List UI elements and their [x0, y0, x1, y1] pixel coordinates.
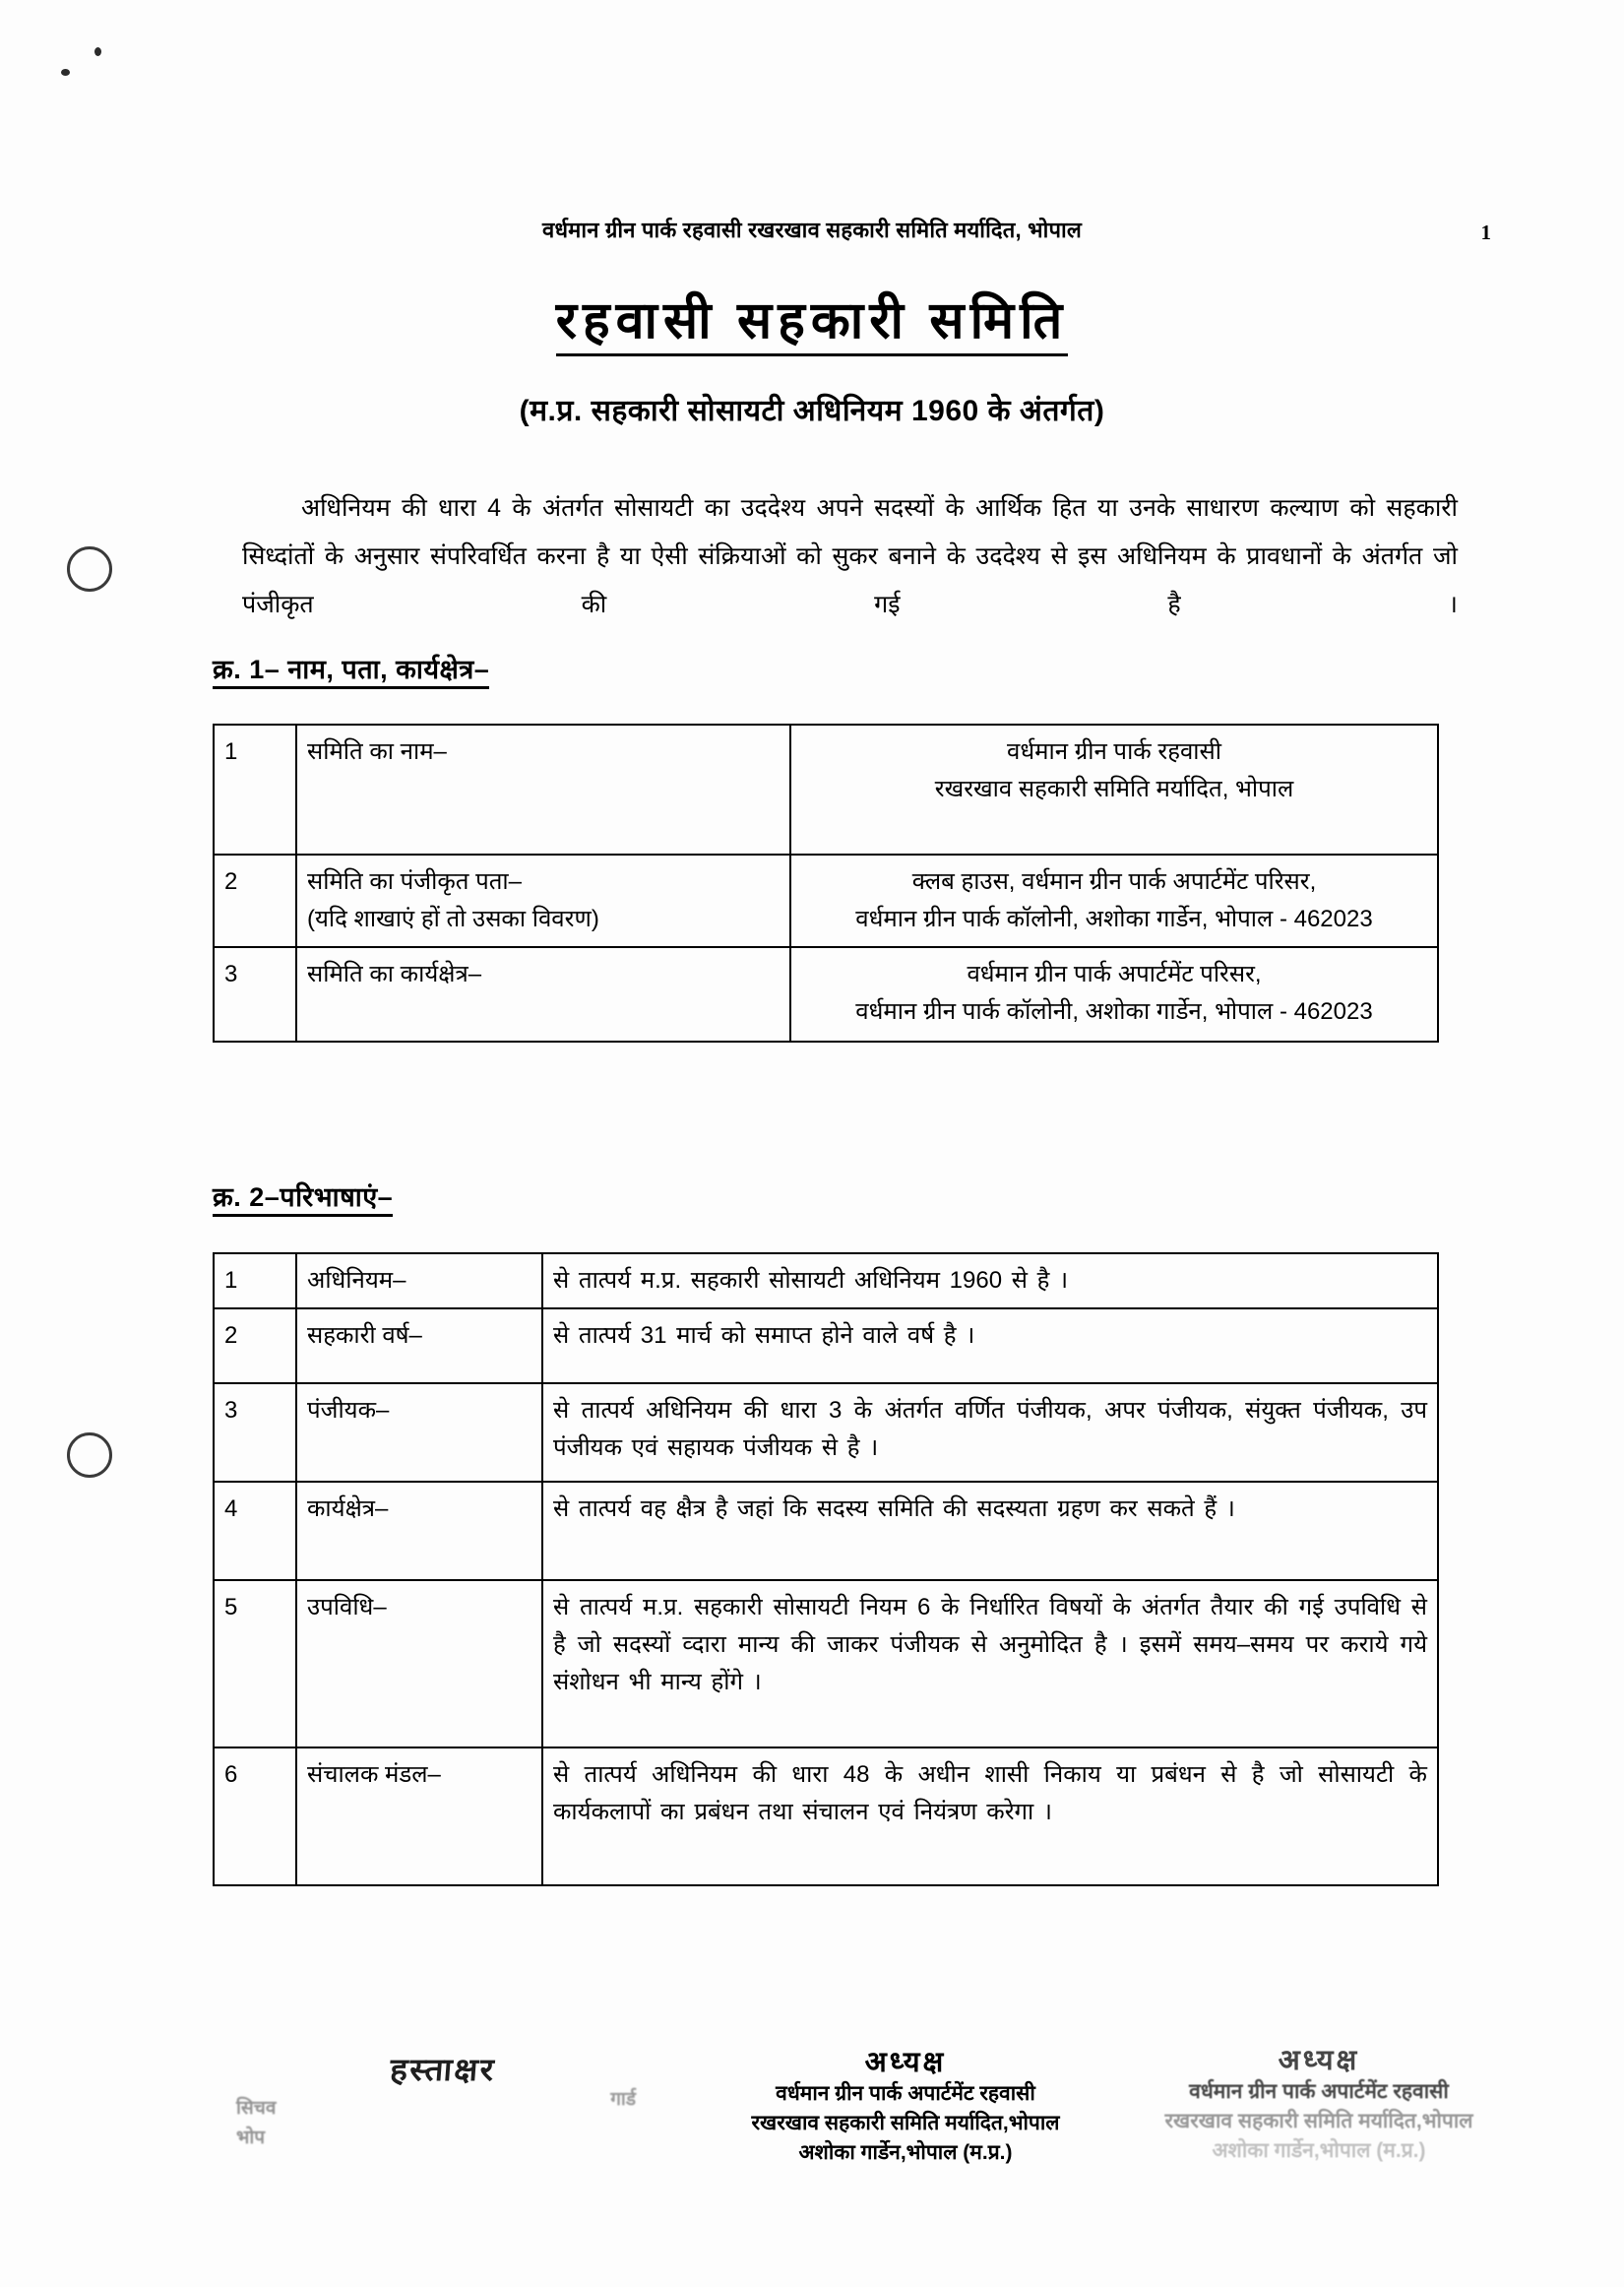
signature-subtext-left-2: भोप — [236, 2128, 266, 2148]
stamp-line-3: अशोका गार्डेन,भोपाल (म.प्र.) — [798, 2141, 1013, 2164]
stamp-line-3: अशोका गार्डेन,भोपाल (म.प्र.) — [1212, 2139, 1426, 2162]
row-value — [790, 855, 1438, 947]
row-value-line-1: वर्धमान ग्रीन पार्क रहवासी — [1007, 738, 1221, 765]
table-row — [214, 725, 1438, 855]
page-subtitle: (म.प्र. सहकारी सोसायटी अधिनियम 1960 के अंतर्गत) — [519, 395, 1105, 427]
scan-speck — [61, 69, 70, 76]
row-term: पंजीयक– — [296, 1383, 542, 1482]
section-2-heading-text: क्र. 2–परिभाषाएं– — [213, 1182, 393, 1217]
row-value — [790, 725, 1438, 855]
row-serial: 2 — [214, 855, 296, 947]
table-row — [214, 947, 1438, 1042]
table-row — [214, 855, 1438, 947]
signature-subtext-right: गार्ड — [610, 2089, 636, 2110]
signature-subtext-left: सिचव — [236, 2098, 277, 2119]
row-definition: से तात्पर्य म.प्र. सहकारी सोसायटी अधिनियम 1960 से है । — [542, 1253, 1438, 1308]
section-2-heading — [213, 1177, 393, 1214]
table-row — [214, 1253, 1438, 1308]
row-term: अधिनियम– — [296, 1253, 542, 1308]
president-stamp-faded — [1112, 2046, 1526, 2166]
row-label-line-1: समिति का पंजीकृत पता– — [307, 868, 522, 895]
intro-paragraph: अधिनियम की धारा 4 के अंतर्गत सोसायटी का उददेश्य अपने सदस्यों के आर्थिक हित या उनके साधारण कल्याण को सहकारी सिध्दांतों के अनुसार संपरिवर्धित करना है या ऐसी संक्रियाओं को सुकर बनाने के उददेश्य से इस अधिनियम के प्रावधानों के अंतर्गत जो पंजीकृत की गई है । — [242, 494, 1458, 618]
table-row — [214, 1747, 1438, 1885]
document-header: वर्धमान ग्रीन पार्क रहवासी रखरखाव सहकारी समिति मर्यादित, भोपाल — [542, 218, 1082, 242]
stamp-title: अध्यक्ष — [864, 2047, 947, 2078]
president-stamp — [679, 2048, 1132, 2168]
stamp-line-2: रखरखाव सहकारी समिति मर्यादित,भोपाल — [751, 2112, 1060, 2134]
row-term: सहकारी वर्ष– — [296, 1308, 542, 1383]
table-row — [214, 1482, 1438, 1580]
table-name-address-jurisdiction — [213, 724, 1439, 1043]
stamp-title: अध्यक्ष — [1278, 2045, 1360, 2076]
row-definition: से तात्पर्य वह क्षैत्र है जहां कि सदस्य समिति की सदस्यता ग्रहण कर सकते हैं । — [542, 1482, 1438, 1580]
row-serial: 5 — [214, 1580, 296, 1747]
row-term: संचालक मंडल– — [296, 1747, 542, 1885]
row-serial: 1 — [214, 1253, 296, 1308]
row-definition: से तात्पर्य अधिनियम की धारा 3 के अंतर्गत वर्णित पंजीयक, अपर पंजीयक, संयुक्त पंजीयक, उप पंजीयक एवं सहायक पंजीयक से है । — [542, 1383, 1438, 1482]
punch-hole-top — [67, 546, 112, 592]
row-definition: से तात्पर्य अधिनियम की धारा 48 के अधीन शासी निकाय या प्रबंधन से है जो सोसायटी के कार्यकलापों का प्रबंधन तथा संचालन एवं नियंत्रण करेगा । — [542, 1747, 1438, 1885]
row-value-line-1: वर्धमान ग्रीन पार्क अपार्टमेंट परिसर, — [967, 961, 1262, 987]
row-serial: 3 — [214, 947, 296, 1042]
row-serial: 3 — [214, 1383, 296, 1482]
section-1-heading — [213, 650, 489, 686]
row-serial: 1 — [214, 725, 296, 855]
row-serial: 6 — [214, 1747, 296, 1885]
stamp-line-1: वर्धमान ग्रीन पार्क अपार्टमेंट रहवासी — [776, 2082, 1035, 2105]
row-value-line-2: वर्धमान ग्रीन पार्क कॉलोनी, अशोका गार्डेन, भोपाल - 462023 — [855, 906, 1373, 932]
row-definition: से तात्पर्य 31 मार्च को समाप्त होने वाले वर्ष है । — [542, 1308, 1438, 1383]
row-label-line-2: (यदि शाखाएं हों तो उसका विवरण) — [307, 906, 599, 932]
section-1-heading-text: क्र. 1– नाम, पता, कार्यक्षेत्र– — [213, 655, 489, 689]
row-label: समिति का नाम– — [296, 725, 790, 855]
row-value-line-2: वर्धमान ग्रीन पार्क कॉलोनी, अशोका गार्डेन, भोपाल - 462023 — [855, 998, 1373, 1025]
row-term: उपविधि– — [296, 1580, 542, 1747]
table-row — [214, 1580, 1438, 1747]
stamp-line-2: रखरखाव सहकारी समिति मर्यादित,भोपाल — [1164, 2110, 1473, 2132]
scan-speck — [94, 47, 101, 56]
punch-hole-bottom — [67, 1432, 112, 1478]
row-label: समिति का कार्यक्षेत्र– — [296, 947, 790, 1042]
stamp-line-1: वर्धमान ग्रीन पार्क अपार्टमेंट रहवासी — [1189, 2080, 1449, 2103]
secretary-signature-stamp — [236, 2048, 650, 2149]
row-value-line-2: रखरखाव सहकारी समिति मर्यादित, भोपाल — [934, 776, 1294, 802]
row-serial: 2 — [214, 1308, 296, 1383]
row-value-line-1: क्लब हाउस, वर्धमान ग्रीन पार्क अपार्टमेंट परिसर, — [911, 868, 1317, 895]
row-serial: 4 — [214, 1482, 296, 1580]
signature-mark: हस्ताक्षर — [389, 2052, 497, 2087]
page-title-text: रहवासी सहकारी समिति — [556, 292, 1069, 356]
table-row — [214, 1308, 1438, 1383]
page-title — [0, 284, 1624, 353]
table-definitions — [213, 1252, 1439, 1886]
page-number: 1 — [1480, 221, 1491, 244]
row-value — [790, 947, 1438, 1042]
table-row — [214, 1383, 1438, 1482]
row-label — [296, 855, 790, 947]
row-term: कार्यक्षेत्र– — [296, 1482, 542, 1580]
row-definition: से तात्पर्य म.प्र. सहकारी सोसायटी नियम 6 के निर्धारित विषयों के अंतर्गत तैयार की गई उपविधि से है जो सदस्यों व्दारा मान्य की जाकर पंजीयक से अनुमोदित है । इसमें समय–समय पर कराये गये संशोधन भी मान्य होंगे । — [542, 1580, 1438, 1747]
